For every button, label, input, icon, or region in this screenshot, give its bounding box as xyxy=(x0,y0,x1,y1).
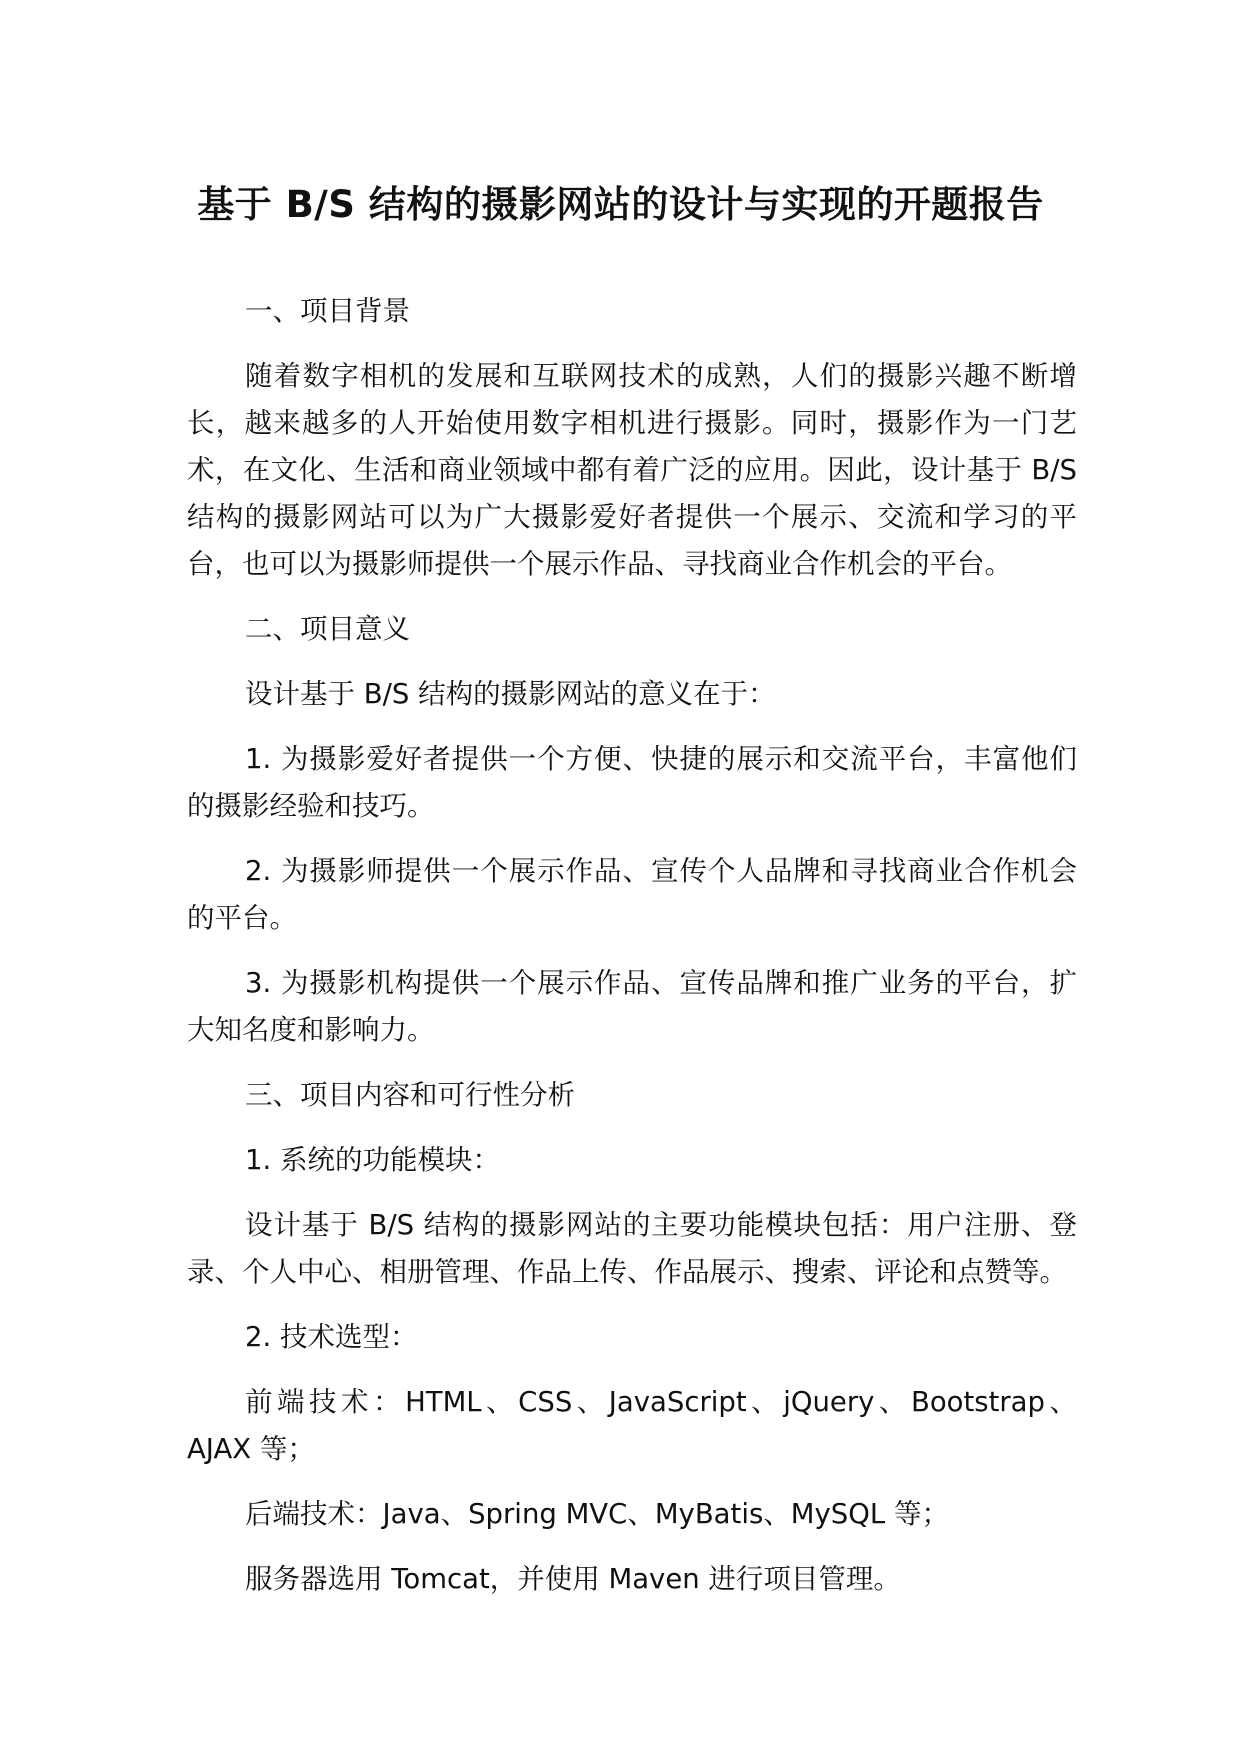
paragraph-modules: 设计基于 B/S 结构的摄影网站的主要功能模块包括：用户注册、登录、个人中心、相册管理、作品上传、作品展示、搜索、评论和点赞等。 xyxy=(187,1209,1077,1288)
section-heading-significance: 二、项目意义 xyxy=(245,613,410,645)
section-heading-content: 三、项目内容和可行性分析 xyxy=(245,1079,575,1111)
paragraph-server: 服务器选用 Tomcat，并使用 Maven 进行项目管理。 xyxy=(245,1563,901,1595)
section-heading-background: 一、项目背景 xyxy=(245,295,410,327)
paragraph-significance-intro: 设计基于 B/S 结构的摄影网站的意义在于： xyxy=(245,678,776,710)
subheading-tech: 2. 技术选型： xyxy=(245,1321,418,1353)
list-item-significance-2: 2. 为摄影师提供一个展示作品、宣传个人品牌和寻找商业合作机会的平台。 xyxy=(187,855,1077,934)
list-item-significance-3: 3. 为摄影机构提供一个展示作品、宣传品牌和推广业务的平台，扩大知名度和影响力。 xyxy=(187,967,1077,1046)
paragraph-frontend-tech: 前端技术：HTML、CSS、JavaScript、jQuery、Bootstrap、AJAX 等； xyxy=(187,1386,1077,1465)
list-item-significance-1: 1. 为摄影爱好者提供一个方便、快捷的展示和交流平台，丰富他们的摄影经验和技巧。 xyxy=(187,743,1077,822)
document-body xyxy=(187,288,1077,1621)
paragraph-backend-tech: 后端技术：Java、Spring MVC、MyBatis、MySQL 等； xyxy=(245,1498,949,1530)
subheading-modules: 1. 系统的功能模块： xyxy=(245,1144,500,1176)
document-title: 基于 B/S 结构的摄影网站的设计与实现的开题报告 xyxy=(197,183,1044,226)
paragraph-background: 随着数字相机的发展和互联网技术的成熟，人们的摄影兴趣不断增长，越来越多的人开始使用数字相机进行摄影。同时，摄影作为一门艺术，在文化、生活和商业领域中都有着广泛的应用。因此，设计基于 B/S 结构的摄影网站可以为广大摄影爱好者提供一个展示、交流和学习的平台，也可以为摄影师提供一个展示作品、寻找商业合作机会的平台。 xyxy=(187,360,1077,580)
